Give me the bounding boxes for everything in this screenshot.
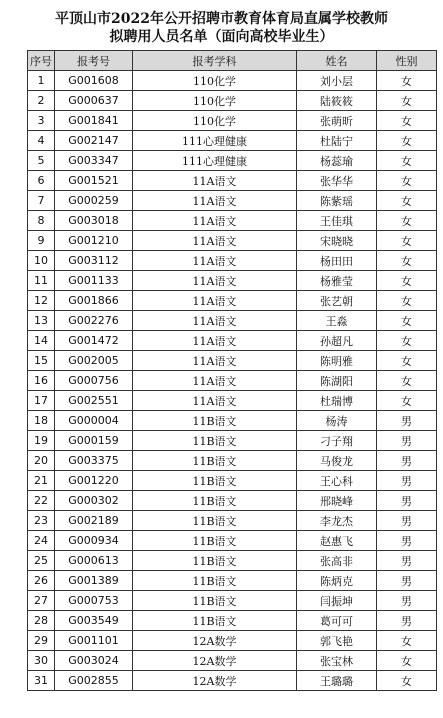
cell-seq: 26 [28,571,55,591]
cell-gender: 女 [377,91,437,111]
cell-seq: 20 [28,451,55,471]
table-row [28,491,437,511]
cell-gender: 男 [377,551,437,571]
cell-seq: 30 [28,651,55,671]
table-row [28,431,437,451]
cell-name: 赵惠飞 [297,531,377,551]
cell-name: 葛可可 [297,611,377,631]
cell-exam-id: G003347 [55,151,133,171]
cell-name: 王璐璐 [297,671,377,691]
cell-gender: 男 [377,451,437,471]
cell-subject: 12A数学 [133,631,297,651]
cell-exam-id: G003018 [55,211,133,231]
cell-exam-id: G000302 [55,491,133,511]
header-name: 姓名 [297,51,377,71]
cell-name: 马俊龙 [297,451,377,471]
cell-name: 陈紫瑶 [297,191,377,211]
cell-seq: 1 [28,71,55,91]
cell-exam-id: G000756 [55,371,133,391]
cell-seq: 21 [28,471,55,491]
cell-name: 刘小层 [297,71,377,91]
table-row [28,191,437,211]
cell-name: 王佳琪 [297,211,377,231]
cell-gender: 男 [377,611,437,631]
cell-gender: 女 [377,351,437,371]
cell-exam-id: G000159 [55,431,133,451]
cell-subject: 11A语文 [133,191,297,211]
cell-exam-id: G003549 [55,611,133,631]
cell-subject: 11A语文 [133,211,297,231]
cell-name: 杜陆宁 [297,131,377,151]
table-row [28,531,437,551]
table-row [28,631,437,651]
cell-exam-id: G002855 [55,671,133,691]
cell-exam-id: G003112 [55,251,133,271]
cell-subject: 11B语文 [133,431,297,451]
cell-seq: 6 [28,171,55,191]
cell-seq: 4 [28,131,55,151]
cell-gender: 女 [377,211,437,231]
cell-name: 杨雅莹 [297,271,377,291]
cell-exam-id: G001841 [55,111,133,131]
cell-subject: 11A语文 [133,171,297,191]
cell-exam-id: G000753 [55,591,133,611]
cell-subject: 11A语文 [133,231,297,251]
cell-name: 张华华 [297,171,377,191]
table-row [28,391,437,411]
cell-gender: 女 [377,251,437,271]
table-row [28,111,437,131]
header-exam-id: 报考号 [55,51,133,71]
cell-subject: 12A数学 [133,651,297,671]
cell-seq: 17 [28,391,55,411]
cell-seq: 25 [28,551,55,571]
cell-exam-id: G001608 [55,71,133,91]
cell-name: 陈明雅 [297,351,377,371]
cell-seq: 24 [28,531,55,551]
cell-subject: 11A语文 [133,371,297,391]
cell-gender: 女 [377,131,437,151]
cell-seq: 9 [28,231,55,251]
table-row [28,351,437,371]
cell-gender: 女 [377,671,437,691]
table-header-row [28,51,437,71]
table-row [28,151,437,171]
cell-subject: 111心理健康 [133,151,297,171]
cell-gender: 女 [377,151,437,171]
cell-name: 郭飞艳 [297,631,377,651]
table-row [28,331,437,351]
cell-name: 杨蕊瑜 [297,151,377,171]
cell-seq: 2 [28,91,55,111]
cell-name: 张萌昕 [297,111,377,131]
cell-name: 杜瑞博 [297,391,377,411]
table-row [28,551,437,571]
header-seq: 序号 [28,51,55,71]
cell-seq: 3 [28,111,55,131]
cell-subject: 110化学 [133,91,297,111]
cell-name: 陈炳克 [297,571,377,591]
cell-name: 王淼 [297,311,377,331]
cell-exam-id: G001220 [55,471,133,491]
cell-gender: 女 [377,291,437,311]
table-row [28,471,437,491]
cell-name: 刁子翔 [297,431,377,451]
cell-gender: 男 [377,591,437,611]
cell-name: 陈湖阳 [297,371,377,391]
cell-name: 杨涛 [297,411,377,431]
cell-exam-id: G002276 [55,311,133,331]
cell-subject: 11A语文 [133,271,297,291]
table-row [28,651,437,671]
cell-subject: 11A语文 [133,351,297,371]
cell-exam-id: G002551 [55,391,133,411]
table-row [28,591,437,611]
cell-exam-id: G001133 [55,271,133,291]
cell-name: 陆筱筱 [297,91,377,111]
table-row [28,311,437,331]
table-row [28,211,437,231]
cell-gender: 女 [377,311,437,331]
cell-name: 王心科 [297,471,377,491]
cell-subject: 110化学 [133,71,297,91]
table-row [28,451,437,471]
cell-subject: 11B语文 [133,471,297,491]
cell-subject: 11B语文 [133,451,297,471]
cell-subject: 11B语文 [133,571,297,591]
table-row [28,171,437,191]
cell-gender: 男 [377,531,437,551]
cell-seq: 31 [28,671,55,691]
cell-gender: 男 [377,571,437,591]
header-gender: 性别 [377,51,437,71]
cell-exam-id: G001210 [55,231,133,251]
cell-gender: 男 [377,511,437,531]
cell-subject: 12A数学 [133,671,297,691]
cell-gender: 女 [377,331,437,351]
cell-gender: 女 [377,651,437,671]
table-row [28,611,437,631]
cell-exam-id: G003375 [55,451,133,471]
cell-name: 张艺朝 [297,291,377,311]
cell-name: 闫振坤 [297,591,377,611]
cell-name: 李龙杰 [297,511,377,531]
cell-gender: 女 [377,191,437,211]
cell-seq: 23 [28,511,55,531]
cell-subject: 11A语文 [133,251,297,271]
cell-subject: 11B语文 [133,551,297,571]
cell-gender: 女 [377,231,437,251]
table-row [28,271,437,291]
cell-gender: 女 [377,391,437,411]
table-row [28,231,437,251]
cell-name: 杨田田 [297,251,377,271]
cell-seq: 11 [28,271,55,291]
table-row [28,571,437,591]
table-row [28,291,437,311]
table-row [28,91,437,111]
cell-exam-id: G003024 [55,651,133,671]
cell-subject: 11B语文 [133,531,297,551]
document-title-line1: 平顶山市2022年公开招聘市教育体育局直属学校教师 [55,11,388,27]
cell-gender: 男 [377,411,437,431]
cell-exam-id: G000934 [55,531,133,551]
cell-exam-id: G000637 [55,91,133,111]
cell-seq: 15 [28,351,55,371]
table-row [28,371,437,391]
cell-subject: 11A语文 [133,391,297,411]
cell-exam-id: G000259 [55,191,133,211]
cell-name: 张高非 [297,551,377,571]
document-title-line2: 拟聘用人员名单（面向高校毕业生） [109,29,334,45]
cell-name: 孙超凡 [297,331,377,351]
cell-exam-id: G001101 [55,631,133,651]
table-row [28,671,437,691]
cell-exam-id: G000004 [55,411,133,431]
cell-subject: 11B语文 [133,491,297,511]
cell-gender: 女 [377,111,437,131]
cell-seq: 14 [28,331,55,351]
table-row [28,411,437,431]
cell-subject: 11B语文 [133,611,297,631]
table-row [28,251,437,271]
table-row [28,511,437,531]
cell-name: 张宝林 [297,651,377,671]
cell-subject: 11B语文 [133,511,297,531]
cell-exam-id: G001866 [55,291,133,311]
cell-seq: 16 [28,371,55,391]
cell-seq: 8 [28,211,55,231]
cell-exam-id: G001521 [55,171,133,191]
cell-gender: 男 [377,431,437,451]
cell-subject: 11A语文 [133,291,297,311]
cell-gender: 女 [377,171,437,191]
cell-seq: 29 [28,631,55,651]
cell-subject: 11B语文 [133,411,297,431]
table-body [28,71,437,691]
cell-gender: 女 [377,271,437,291]
cell-seq: 13 [28,311,55,331]
cell-subject: 110化学 [133,111,297,131]
cell-seq: 22 [28,491,55,511]
cell-gender: 女 [377,71,437,91]
cell-gender: 男 [377,491,437,511]
cell-seq: 19 [28,431,55,451]
cell-subject: 11B语文 [133,591,297,611]
cell-subject: 111心理健康 [133,131,297,151]
cell-seq: 28 [28,611,55,631]
cell-exam-id: G001389 [55,571,133,591]
cell-seq: 18 [28,411,55,431]
cell-exam-id: G002147 [55,131,133,151]
cell-seq: 7 [28,191,55,211]
cell-gender: 女 [377,371,437,391]
cell-gender: 女 [377,631,437,651]
header-subject: 报考学科 [133,51,297,71]
cell-seq: 10 [28,251,55,271]
cell-exam-id: G002189 [55,511,133,531]
cell-exam-id: G001472 [55,331,133,351]
cell-subject: 11A语文 [133,331,297,351]
table-row [28,131,437,151]
table-row [28,71,437,91]
cell-seq: 27 [28,591,55,611]
cell-name: 宋晓晓 [297,231,377,251]
cell-gender: 男 [377,471,437,491]
cell-subject: 11A语文 [133,311,297,331]
cell-exam-id: G000613 [55,551,133,571]
cell-name: 邢晓峰 [297,491,377,511]
candidate-table [27,50,437,691]
cell-exam-id: G002005 [55,351,133,371]
cell-seq: 5 [28,151,55,171]
cell-seq: 12 [28,291,55,311]
